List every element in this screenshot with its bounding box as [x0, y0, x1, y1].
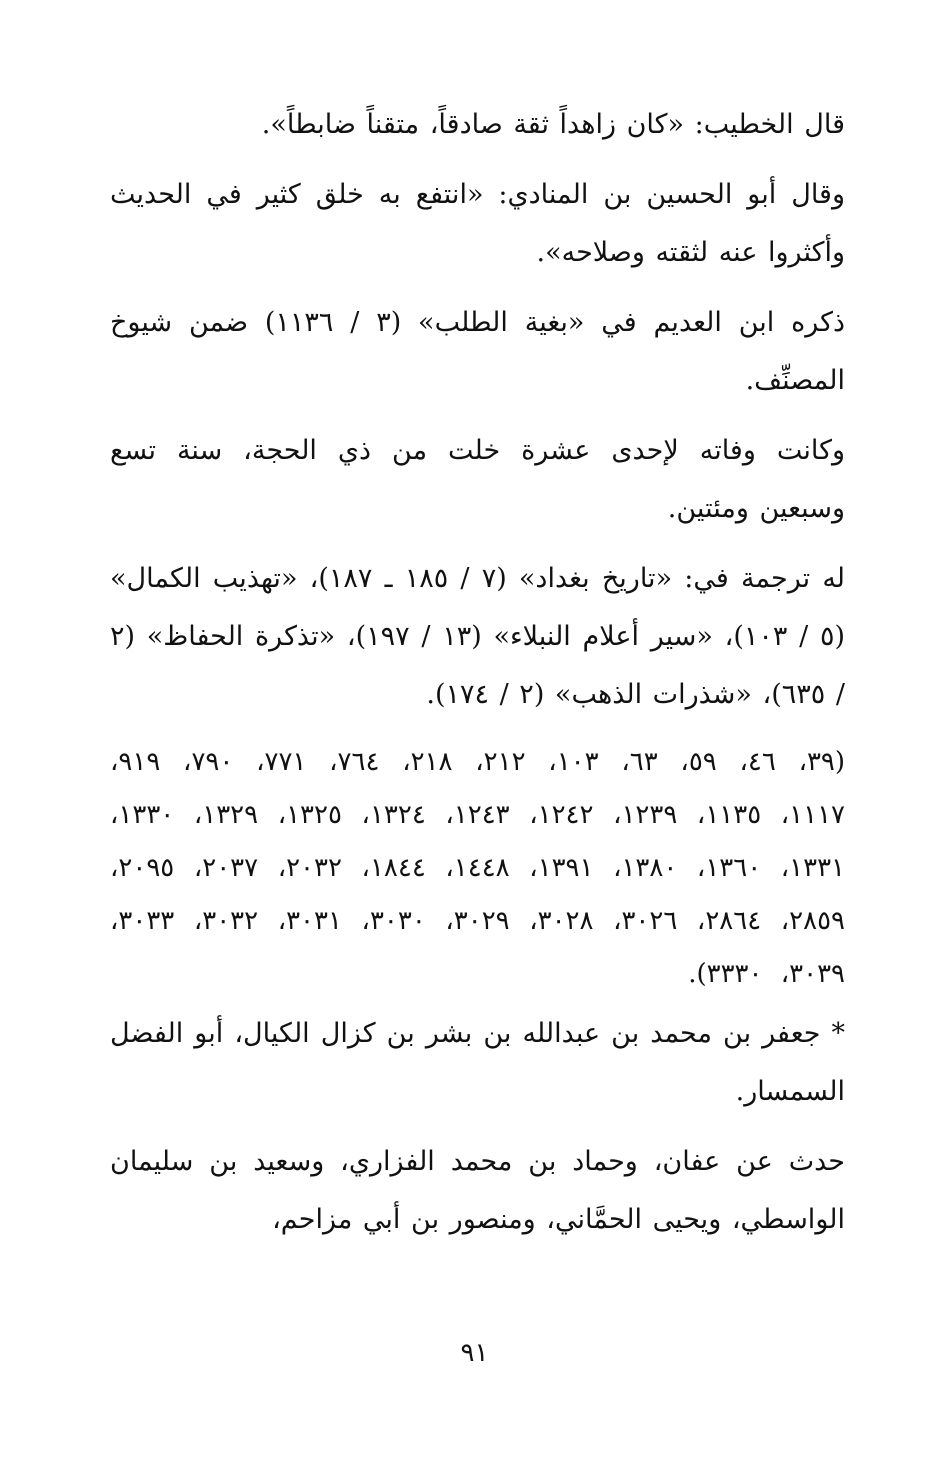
death-date-paragraph: وكانت وفاته لإحدى عشرة خلت من ذي الحجة، سنة تسع وسبعين ومئتين.	[110, 435, 845, 524]
khatib-quote-paragraph: قال الخطيب: «كان زاهداً ثقة صادقاً، متقناً ضابطاً».	[261, 109, 845, 140]
entry-text: حدث عن عفان، وحماد بن محمد الفزاري، وسعيد بن سليمان الواسطي، ويحيى الحمَّاني، ومنصور بن أبي مزاحم،	[110, 1146, 845, 1235]
ibn-adim-paragraph: ذكره ابن العديم في «بغية الطلب» (٣ / ١١٣٦) ضمن شيوخ المصنِّف.	[110, 307, 846, 396]
biography-sources-paragraph: له ترجمة في: «تاريخ بغداد» (٧ / ١٨٥ ـ ١٨٧)، «تهذيب الكمال» (٥ / ١٠٣)، «سير أعلام النبلاء» (١٣ / ١٩٧)، «تذكرة الحفاظ» (٢ / ٦٣٥)، «شذرات الذهب» (٢ / ١٧٤).	[110, 563, 846, 710]
hadith-numbers-list: (٣٩، ٤٦، ٥٩، ٦٣، ١٠٣، ٢١٢، ٢١٨، ٧٦٤، ٧٧١، ٧٩٠، ٩١٩، ١١١٧، ١١٣٥، ١٢٣٩، ١٢٤٢، ١٢٤٣، ١٣٢٤، ١٣٢٥، ١٣٢٩، ١٣٣٠، ١٣٣١، ١٣٦٠، ١٣٨٠، ١٣٩١، ١٤٤٨، ١٨٤٤، ٢٠٣٢، ٢٠٣٧، ٢٠٩٥، ٢٨٥٩، ٢٨٦٤، ٣٠٢٦، ٣٠٢٨، ٣٠٢٩، ٣٠٣٠، ٣٠٣١، ٣٠٣٢، ٣٠٣٣، ٣٠٣٩، ٣٣٣٠).	[110, 747, 846, 989]
entry-heading: * جعفر بن محمد بن عبدالله بن بشر بن كزال الكيال، أبو الفضل السمسار.	[110, 1018, 845, 1107]
munadi-quote-paragraph: وقال أبو الحسين بن المنادي: «انتفع به خلق كثير في الحديث وأكثروا عنه لثقته وصلاحه».	[110, 179, 845, 268]
book-page-text	[110, 96, 845, 1261]
page-number: ٩١	[460, 1338, 489, 1368]
